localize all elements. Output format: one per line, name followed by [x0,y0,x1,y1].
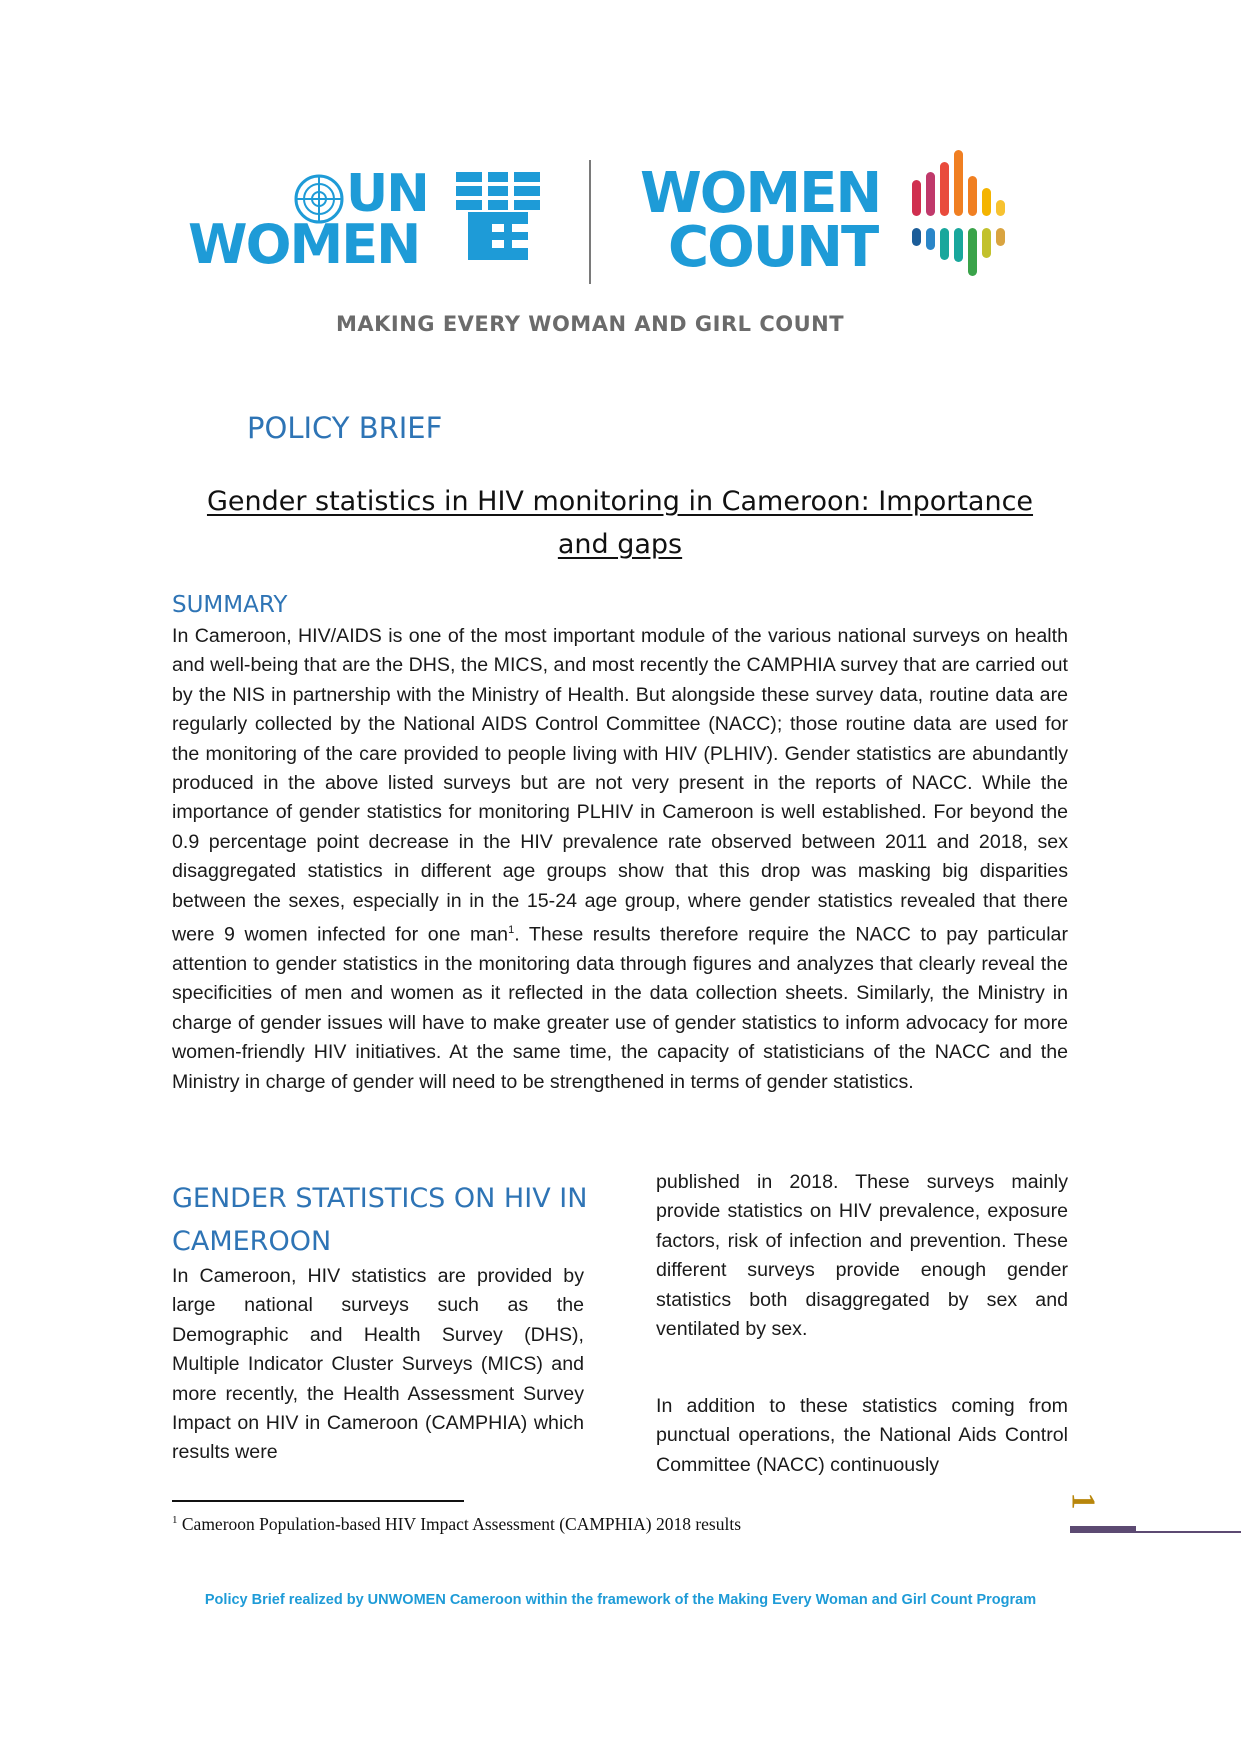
color-bar-bottom-3 [954,228,963,262]
color-bar-bottom-6 [996,228,1005,246]
right-column-paragraph-2: In addition to these statistics coming from punctual operations, the National Aids Control Committee (NACC) continuously [656,1395,1068,1476]
un-women-logo [188,164,540,280]
color-bar-top-2 [940,162,949,216]
color-bar-bottom-0 [912,228,921,246]
color-bar-top-5 [982,188,991,216]
page-bar-thin [1136,1531,1241,1533]
color-bar-top-0 [912,180,921,216]
page-bar-thick [1070,1526,1136,1533]
footer-text: Policy Brief realized by UNWOMEN Cameroon within the framework of the Making Every Woman and Girl Count Program [204,1592,1037,1608]
footnote-ref[interactable]: 1 [508,924,515,937]
footnote-text: Cameroon Population-based HIV Impact Assessment (CAMPHIA) 2018 results [177,1514,742,1534]
color-bar-top-6 [996,200,1005,216]
footnote [172,1514,741,1535]
footnote-marker: 1 [172,1514,178,1527]
right-column-paragraph-1: published in 2018. These surveys mainly provide statistics on HIV prevalence, exposure factors, risk of infection and prevention. These different surveys provide enough gender statistics both disaggregated by sex and ventilated by sex. [656,1171,1068,1341]
tagline: MAKING EVERY WOMAN AND GIRL COUNT [335,312,845,336]
summary-text-part2: . These results therefore require the NACC to pay particular attention to gender statistics in the monitoring data through figures and analyzes that clearly reveal the specificities of men and women as it reflected in the data collection sheets. Similarly, the Ministry in charge of gender issues will have to make greater use of gender statistics to inform advocacy for more women-friendly HIV initiatives. At the same time, the capacity of statisticians of the NACC and the Ministry in charge of gender will need to be strengthened in terms of gender statistics. [172,923,1068,1093]
color-bar-top-4 [968,176,977,216]
summary-heading: SUMMARY [172,592,288,618]
color-bar-bottom-4 [968,228,977,276]
document-label: POLICY BRIEF [247,411,443,445]
color-bar-bottom-2 [940,228,949,260]
page-title: Gender statistics in HIV monitoring in Cameroon: Importance and gaps [206,486,1034,560]
logo-divider [589,160,591,284]
color-bars-icon [908,150,1058,298]
women-count-logo [640,150,1060,298]
un-logo-line2: WOMEN [188,213,420,276]
color-bar-bottom-1 [926,228,935,250]
page-number: 1 [1064,1492,1102,1510]
color-bar-bottom-5 [982,228,991,258]
left-column-paragraph: In Cameroon, HIV statistics are provided by large national surveys such as the Demographic and Health Survey (DHS), Multiple Indicator Cluster Surveys (MICS) and more recently, the Health Assessment Survey Impact on HIV in Cameroon (CAMPHIA) which results were [172,1265,584,1464]
un-logo-line1: UN [346,164,428,224]
section-heading: GENDER STATISTICS ON HIV IN CAMEROON [172,1183,588,1257]
women-count-line2: COUNT [668,215,878,280]
footnote-divider [172,1500,464,1502]
summary-paragraph [172,622,1068,1097]
color-bar-top-3 [954,150,963,216]
women-count-line1: WOMEN [640,161,881,226]
summary-text-part1: In Cameroon, HIV/AIDS is one of the most important module of the various national surveys on health and well-being that are the DHS, the MICS, and most recently the CAMPHIA survey that are carried out by the NIS in partnership with the Ministry of Health. But alongside these survey data, routine data are regularly collected by the National AIDS Control Committee (NACC); those routine data are used for the monitoring of the care provided to people living with HIV (PLHIV). Gender statistics are abundantly produced in the above listed surveys but are not very present in the reports of NACC. While the importance of gender statistics for monitoring PLHIV in Cameroon is well established. For beyond the 0.9 percentage point decrease in the HIV prevalence rate observed between 2011 and 2018, sex disaggregated statistics in different age groups show that this drop was masking big disparities between the sexes, especially in in the 15-24 age group, where gender statistics revealed that there were 9 women infected for one man [172,625,1068,946]
color-bar-top-1 [926,172,935,216]
women-symbol-icon [456,172,540,260]
